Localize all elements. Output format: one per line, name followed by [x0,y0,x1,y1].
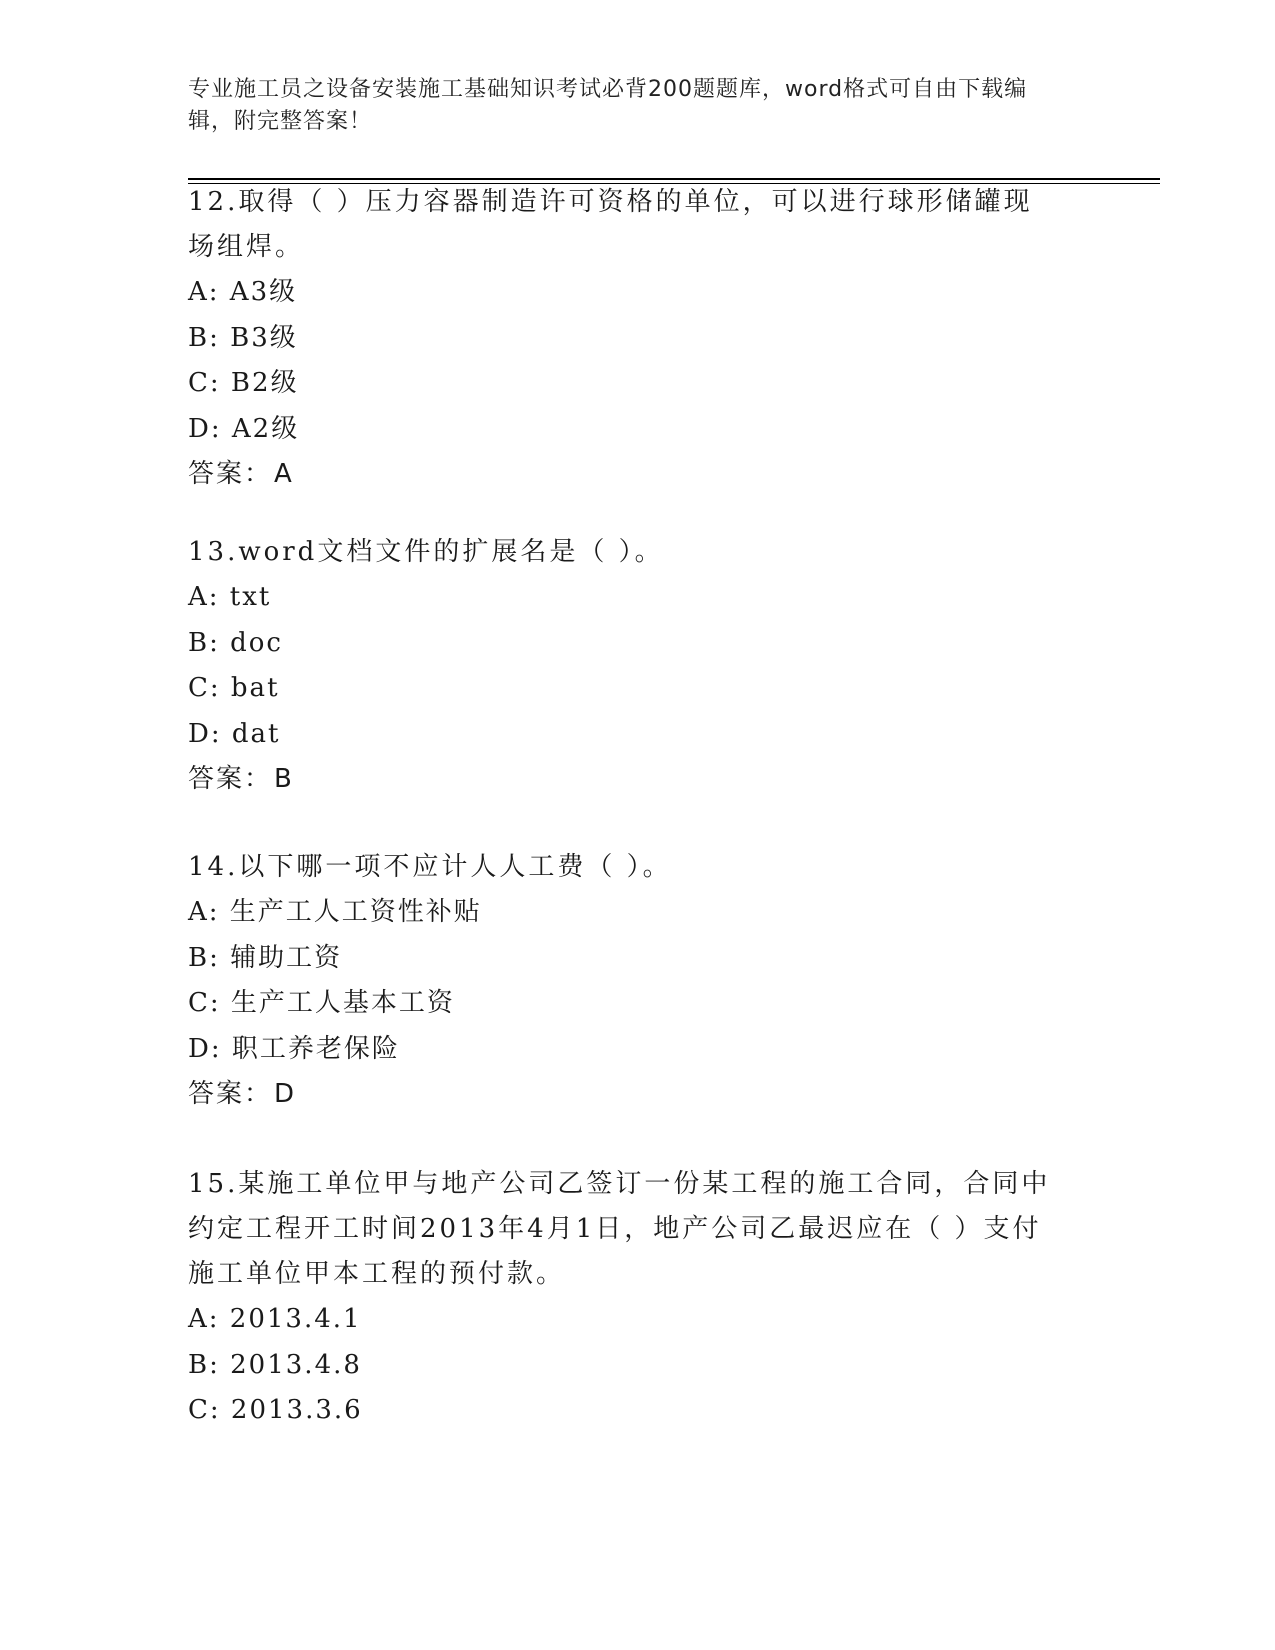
answer-value: B [274,764,294,794]
option-d: D: A2级 [188,413,300,444]
option-b: B: 2013.4.8 [188,1349,362,1380]
option-a: A: 2013.4.1 [188,1304,362,1334]
option-b: B: 辅助工资 [188,942,343,973]
answer-line [188,757,1088,801]
question-stem: 15.某施工单位甲与地产公司乙签订一份某工程的施工合同，合同中约定工程开工时间2013年4月1日，地产公司乙最迟应在（ ）支付施工单位甲本工程的预付款。 [188,1169,1051,1289]
document-header: 专业施工员之设备安装施工基础知识考试必背200题题库，word格式可自由下载编辑，附完整答案！ [188,77,1028,134]
option-c: C: 2013.3.6 [188,1395,363,1425]
option-c: C: 生产工人基本工资 [188,988,455,1018]
option-c: C: B2级 [188,368,299,398]
question-13 [188,530,1088,801]
question-stem: 14.以下哪一项不应计人人工费（ ）。 [188,852,672,882]
question-15 [188,1162,1088,1434]
answer-label: 答案： [188,764,273,794]
answer-value: D [274,1079,297,1109]
option-d: D: dat [188,718,281,749]
answer-line [188,1072,1088,1116]
question-stem: 13.word文档文件的扩展名是（ ）。 [188,537,664,567]
question-stem: 12.取得（ ）压力容器制造许可资格的单位，可以进行球形储罐现场组焊。 [188,187,1033,262]
option-a: A: txt [188,582,272,612]
option-c: C: bat [188,673,280,703]
option-d: D: 职工养老保险 [188,1033,400,1064]
question-14 [188,845,1088,1116]
answer-label: 答案： [188,1079,273,1109]
answer-value: A [274,459,294,489]
answer-line [188,452,1088,496]
option-b: B: B3级 [188,322,298,353]
option-a: A: 生产工人工资性补贴 [188,897,482,927]
option-b: B: doc [188,627,283,658]
option-a: A: A3级 [188,277,298,307]
answer-label: 答案： [188,459,273,489]
question-12 [188,180,1088,496]
